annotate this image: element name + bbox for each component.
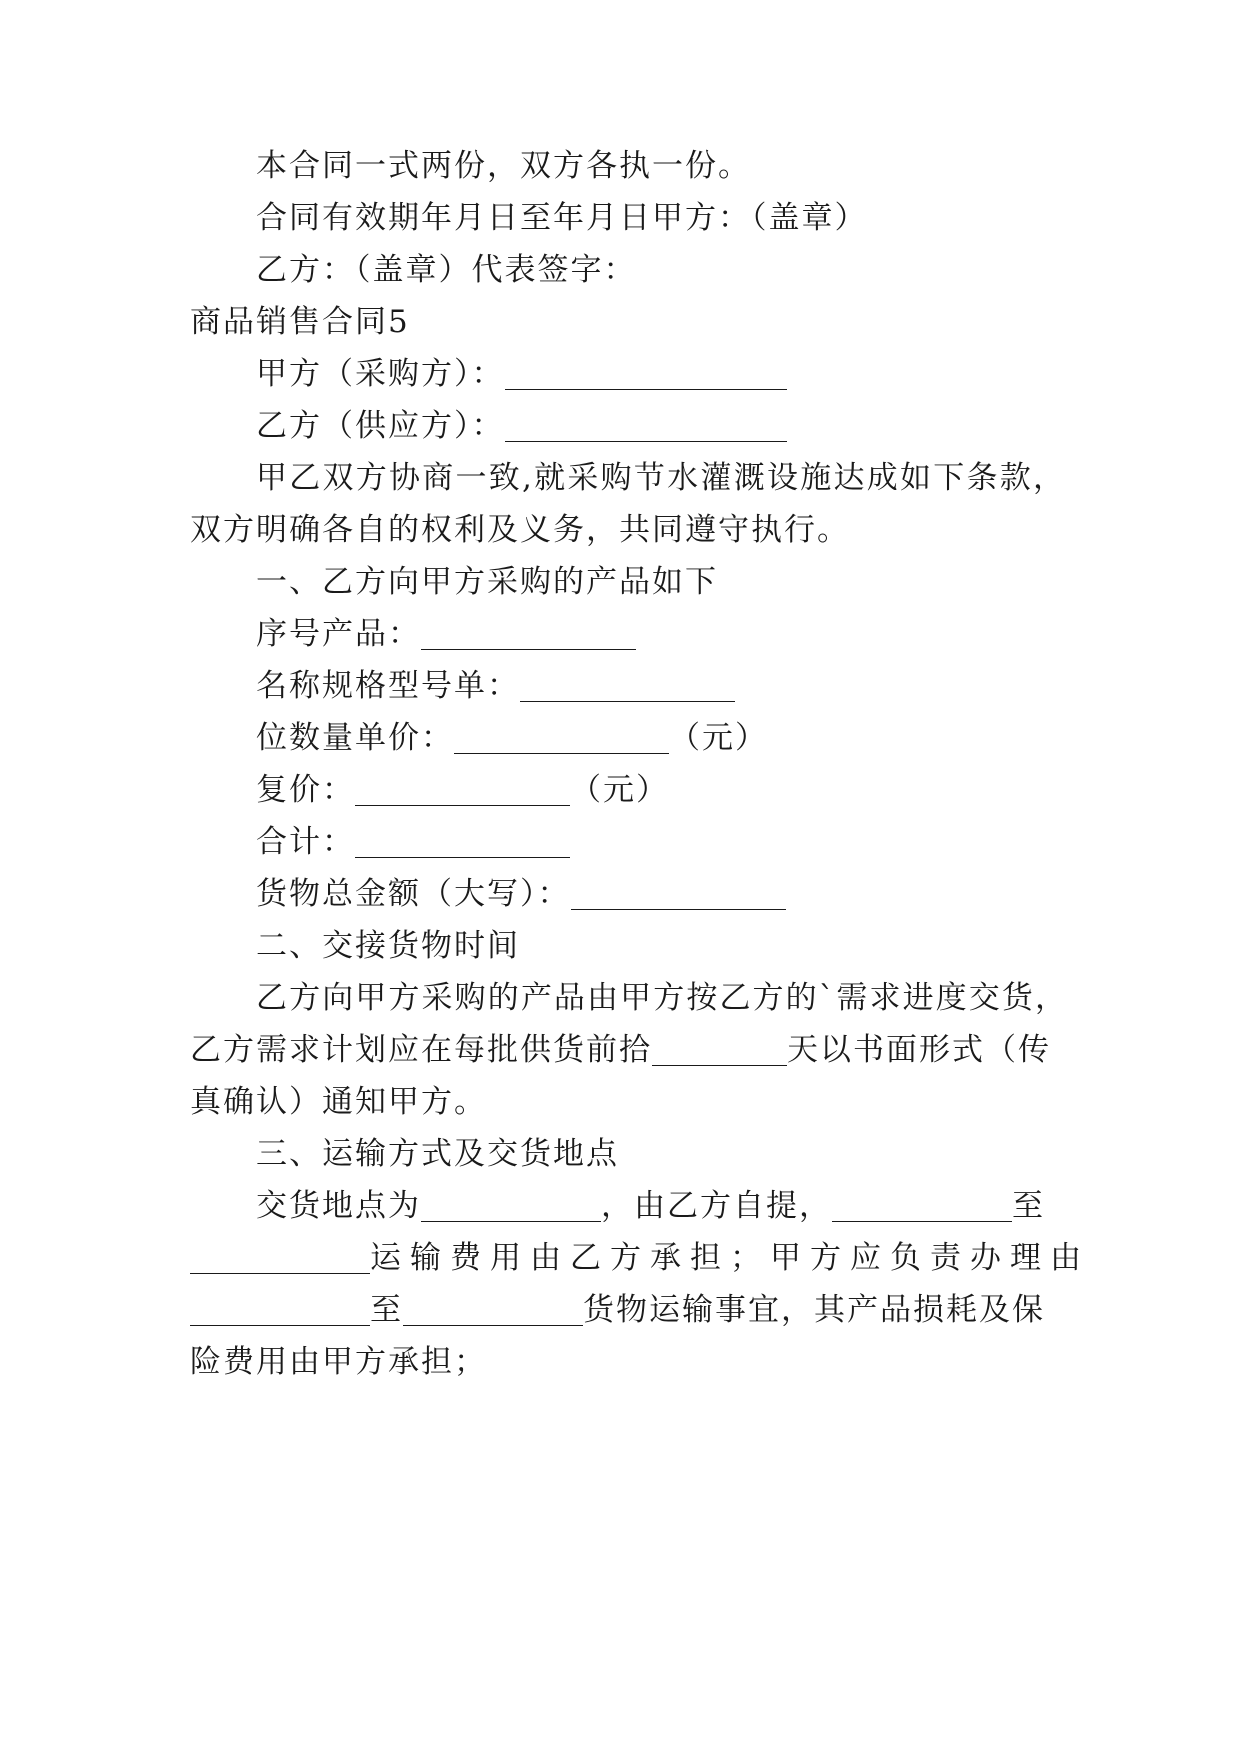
label-total-price: 复价： xyxy=(256,772,355,808)
unit-yuan-2: （元） xyxy=(570,772,669,808)
field-name-spec xyxy=(256,657,1136,715)
label-sum: 合计： xyxy=(256,824,355,860)
paragraph-agreement-line2 xyxy=(190,501,1070,559)
field-total-amount xyxy=(256,865,1136,923)
text-agreement-line1: 甲乙双方协商一致,就采购节水灌溉设施达成如下条款， xyxy=(256,460,1066,496)
paragraph-transport-line3 xyxy=(190,1281,1070,1339)
field-party-a xyxy=(256,345,1136,403)
blank-pickup-to xyxy=(190,1239,370,1274)
paragraph-transport-line4 xyxy=(190,1333,1070,1391)
heading-section-three xyxy=(256,1125,1136,1183)
blank-days xyxy=(652,1031,787,1066)
label-total-amount: 货物总金额（大写）： xyxy=(256,876,571,912)
blank-delivery-place xyxy=(421,1187,601,1222)
text-agreement-line2: 双方明确各自的权利及义务，共同遵守执行。 xyxy=(190,512,850,548)
text-transport-cost: 运输费用由乙方承担；甲方应负责办理由 xyxy=(370,1240,1090,1276)
blank-total-amount xyxy=(571,875,786,910)
label-serial-product: 序号产品： xyxy=(256,616,421,652)
label-unit-price: 位数量单价： xyxy=(256,720,454,756)
text-insurance: 险费用由甲方承担； xyxy=(190,1344,487,1380)
field-party-b xyxy=(256,397,1136,455)
contract-title: 商品销售合同5 xyxy=(190,304,410,340)
text-delivery-line3: 真确认）通知甲方。 xyxy=(190,1084,487,1120)
blank-pickup-from xyxy=(832,1187,1012,1222)
blank-sum xyxy=(355,823,570,858)
text-to-1: 至 xyxy=(1012,1188,1045,1224)
blank-ship-to xyxy=(403,1291,583,1326)
text-self-pickup: ，由乙方自提， xyxy=(601,1188,832,1224)
unit-yuan-1: （元） xyxy=(669,720,768,756)
label-party-a: 甲方（采购方）： xyxy=(256,356,505,392)
text-copies: 本合同一式两份，双方各执一份。 xyxy=(256,148,751,184)
paragraph-agreement-line1 xyxy=(256,449,1066,507)
paragraph-transport-line1 xyxy=(256,1177,1136,1235)
heading-section-one xyxy=(256,553,1136,611)
blank-party-b xyxy=(505,407,787,442)
paragraph-delivery-line1 xyxy=(256,969,1068,1027)
field-unit-price xyxy=(256,709,1136,767)
field-sum xyxy=(256,813,1136,871)
paragraph-delivery-line2 xyxy=(190,1021,1070,1079)
field-serial-product xyxy=(256,605,1136,663)
field-total-price xyxy=(256,761,1136,819)
blank-unit-price xyxy=(454,719,669,754)
blank-party-a xyxy=(505,355,787,390)
paragraph-copies xyxy=(256,137,1136,195)
paragraph-party-b-signature xyxy=(256,241,1136,299)
text-validity: 合同有效期年月日至年月日甲方：（盖章） xyxy=(256,200,868,236)
paragraph-transport-line2 xyxy=(190,1229,1090,1287)
text-delivery-line2b: 天以书面形式（传 xyxy=(787,1032,1051,1068)
text-delivery-line2a: 乙方需求计划应在每批供货前拾 xyxy=(190,1032,652,1068)
paragraph-delivery-line3 xyxy=(190,1073,1070,1131)
blank-ship-from xyxy=(190,1291,370,1326)
blank-serial-product xyxy=(421,615,636,650)
label-party-b: 乙方（供应方）： xyxy=(256,408,505,444)
text-transport-matters: 货物运输事宜，其产品损耗及保 xyxy=(583,1292,1045,1328)
text-delivery-line1: 乙方向甲方采购的产品由甲方按乙方的`需求进度交货， xyxy=(256,980,1068,1016)
text-section-one: 一、乙方向甲方采购的产品如下 xyxy=(256,564,718,600)
blank-name-spec xyxy=(520,667,735,702)
blank-total-price xyxy=(355,771,570,806)
text-party-b-signature: 乙方：（盖章）代表签字： xyxy=(256,252,637,288)
section-title xyxy=(190,293,1070,351)
text-section-three: 三、运输方式及交货地点 xyxy=(256,1136,619,1172)
text-delivery-place: 交货地点为 xyxy=(256,1188,421,1224)
text-section-two: 二、交接货物时间 xyxy=(256,928,520,964)
heading-section-two xyxy=(256,917,1136,975)
label-name-spec: 名称规格型号单： xyxy=(256,668,520,704)
paragraph-validity xyxy=(256,189,1136,247)
text-to-2: 至 xyxy=(370,1292,403,1328)
